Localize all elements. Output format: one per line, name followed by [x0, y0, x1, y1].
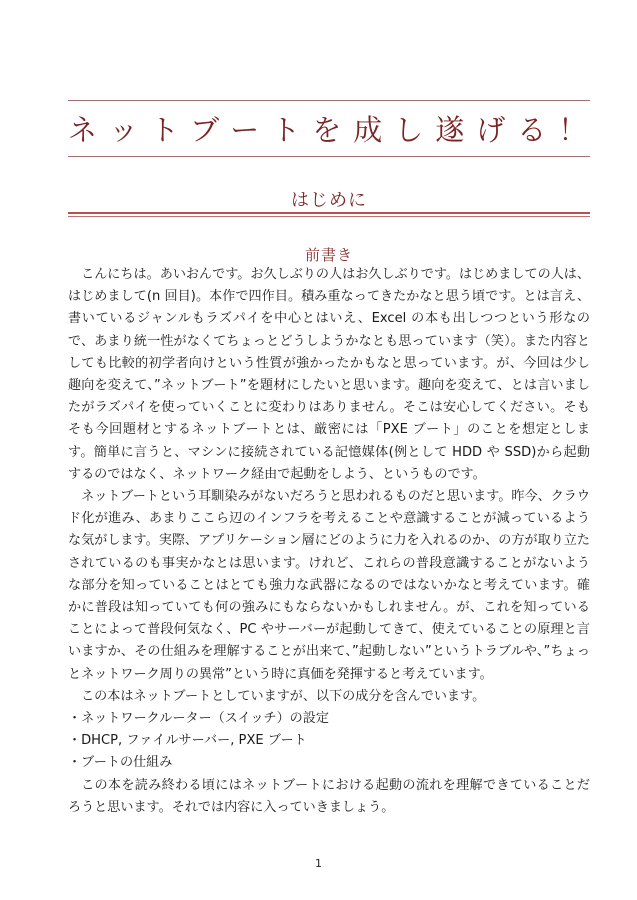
chapter-rule-thin: [68, 216, 590, 217]
body-text: [68, 264, 590, 819]
bullet-item: ・ネットワークルーター（スイッチ）の設定: [68, 711, 329, 727]
paragraph-contents-lead: この本はネットブートとしていますが、以下の成分を含んでいます。: [81, 688, 486, 704]
title-rule-top: [68, 100, 590, 101]
bullet-item: ・DHCP, ファイルサーバー, PXE ブート: [68, 733, 307, 749]
document-title: ネットブートを成し遂げる！: [68, 113, 600, 147]
section-heading: 前書き: [304, 246, 353, 264]
title-rule-bottom: [68, 156, 590, 157]
paragraph-intro: こんにちは。あいおんです。お久しぶりの人はお久しぶりです。はじめましての人は、はじめまして(n 回目)。本作で四作目。積み重なってきたかなと思う頃です。とは言え、書いているジャンルもラズパイを中心とはいえ、Excel の本も出しつつという形なので、あまり統一性がなくてちょっとどうしようかなとも思っています（笑）。また内容としても比較的初学者向けという性質が強かったかもなと思っています。が、今回は少し趣向を変えて、”ネットブート”を題材にしたいと思います。趣向を変えて、とは言いましたがラズパイを使っていくことに変わりはありません。そこは安心してください。そもそも今回題材とするネットブートとは、厳密には「PXE ブート」のことを想定とします。簡単に言うと、マシンに接続されている記憶媒体(例として HDD や SSD)から起動するのではなく、ネットワーク経由で起動をしよう、というものです。: [68, 267, 590, 482]
bullet-item: ・ブートの仕組み: [68, 755, 173, 771]
paragraph-closing: この本を読み終わる頃にはネットブートにおける起動の流れを理解できていることだろうと思います。それでは内容に入っていきましょう。: [68, 777, 590, 815]
paragraph-netboot: ネットブートという耳馴染みがないだろうと思われるものだと思います。昨今、クラウド化が進み、あまりここら辺のインフラを考えることや意識することが減っているような気がします。実際、アプリケーション層にどのように力を入れるのか、の方が取り立たされているのも事実かなとは思います。けれど、これらの普段意識することがないような部分を知っていることはとても強力な武器になるのではないかなと考えています。確かに普段は知っていても何の強みにもならないかもしれません。が、これを知っていることによって普段何気なく、PC やサーバーが起動してきて、使えていることの原理と言いますか、その仕組みを理解することが出来て、”起動しない”というトラブルや、”ちょっとネットワーク周りの異常”という時に真価を発揮すると考えています。: [68, 489, 590, 682]
page-number: 1: [315, 857, 322, 870]
chapter-rule-thick: [68, 212, 590, 214]
chapter-heading: はじめに: [291, 190, 367, 211]
